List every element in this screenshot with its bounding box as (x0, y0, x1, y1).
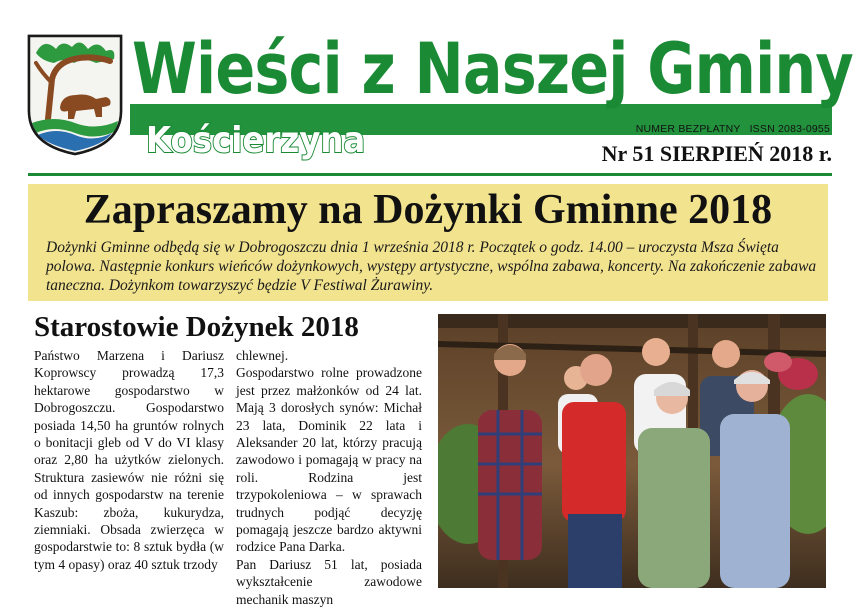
free-issue-label: NUMER BEZPŁATNY (635, 123, 741, 135)
article-column-1 (34, 347, 224, 573)
article-paragraph: Gospodarstwo rolne prowadzone jest przez małżonków od 24 lat. Mają 3 dorosłych synów: Michał 23 lata, Dominik 22 lata i Aleksander 20 lat, którzy pracują zawodowo i pomagają w pracy na roli. Rodzina jest trzypokoleniowa – w sprawach trudnych podjąć decyzję pomagają jeszcze bardzo aktywni rodzice Pana Darka. (236, 365, 422, 555)
announcement-box (28, 184, 828, 301)
announcement-text: Dożynki Gminne odbędą się w Dobrogoszczu dnia 1 września 2018 r. Początek o godz. 14.00 – uroczysta Msza Święta polowa. Następnie konkurs wieńców dożynkowych, występy artystyczne, wspólna zabawa, koncerty. Na zakończenie zabawa taneczna. Dożynkom towarzyszyć będzie V Festiwal Żurawiny. (46, 239, 817, 294)
article-column-2 (236, 347, 422, 608)
article-paragraph: Państwo Marzena i Dariusz Koprowscy prowadzą 17,3 hektarowe gospodarstwo w Dobrogoszczu. Gospodarstwo posiada 14,50 ha gruntów rolnych o bonitacji gleb od V do VI klasy oraz 2,80 ha użytków zielonych. Struktura zasiewów nie różni się od innych gospodarstw na terenie Kaszub: zboża, kukurydza, ziemniaki. Obsada zwierzęca w gospodarstwie to: 8 sztuk bydła (w tym 4 opasy) oraz 40 sztuk trzody (34, 348, 224, 572)
masthead-divider (28, 173, 832, 176)
article-paragraph: chlewnej. (236, 348, 289, 363)
masthead-title: Wieści z Naszej Gminy (132, 28, 853, 110)
family-photo (438, 314, 826, 588)
masthead-subtitle: Kościerzyna (146, 120, 366, 161)
issue-number: Nr 51 SIERPIEŃ 2018 r. (601, 141, 832, 166)
municipal-crest-logo (26, 33, 124, 157)
announcement-title: Zapraszamy na Dożynki Gminne 2018 (83, 187, 773, 233)
issn-label: ISSN 2083-0955 (749, 123, 830, 135)
article-paragraph: Pan Dariusz 51 lat, posiada wykształcenie zawodowe mechanik maszyn (236, 556, 422, 607)
article-title: Starostowie Dożynek 2018 (34, 311, 359, 343)
masthead-info (636, 123, 830, 135)
